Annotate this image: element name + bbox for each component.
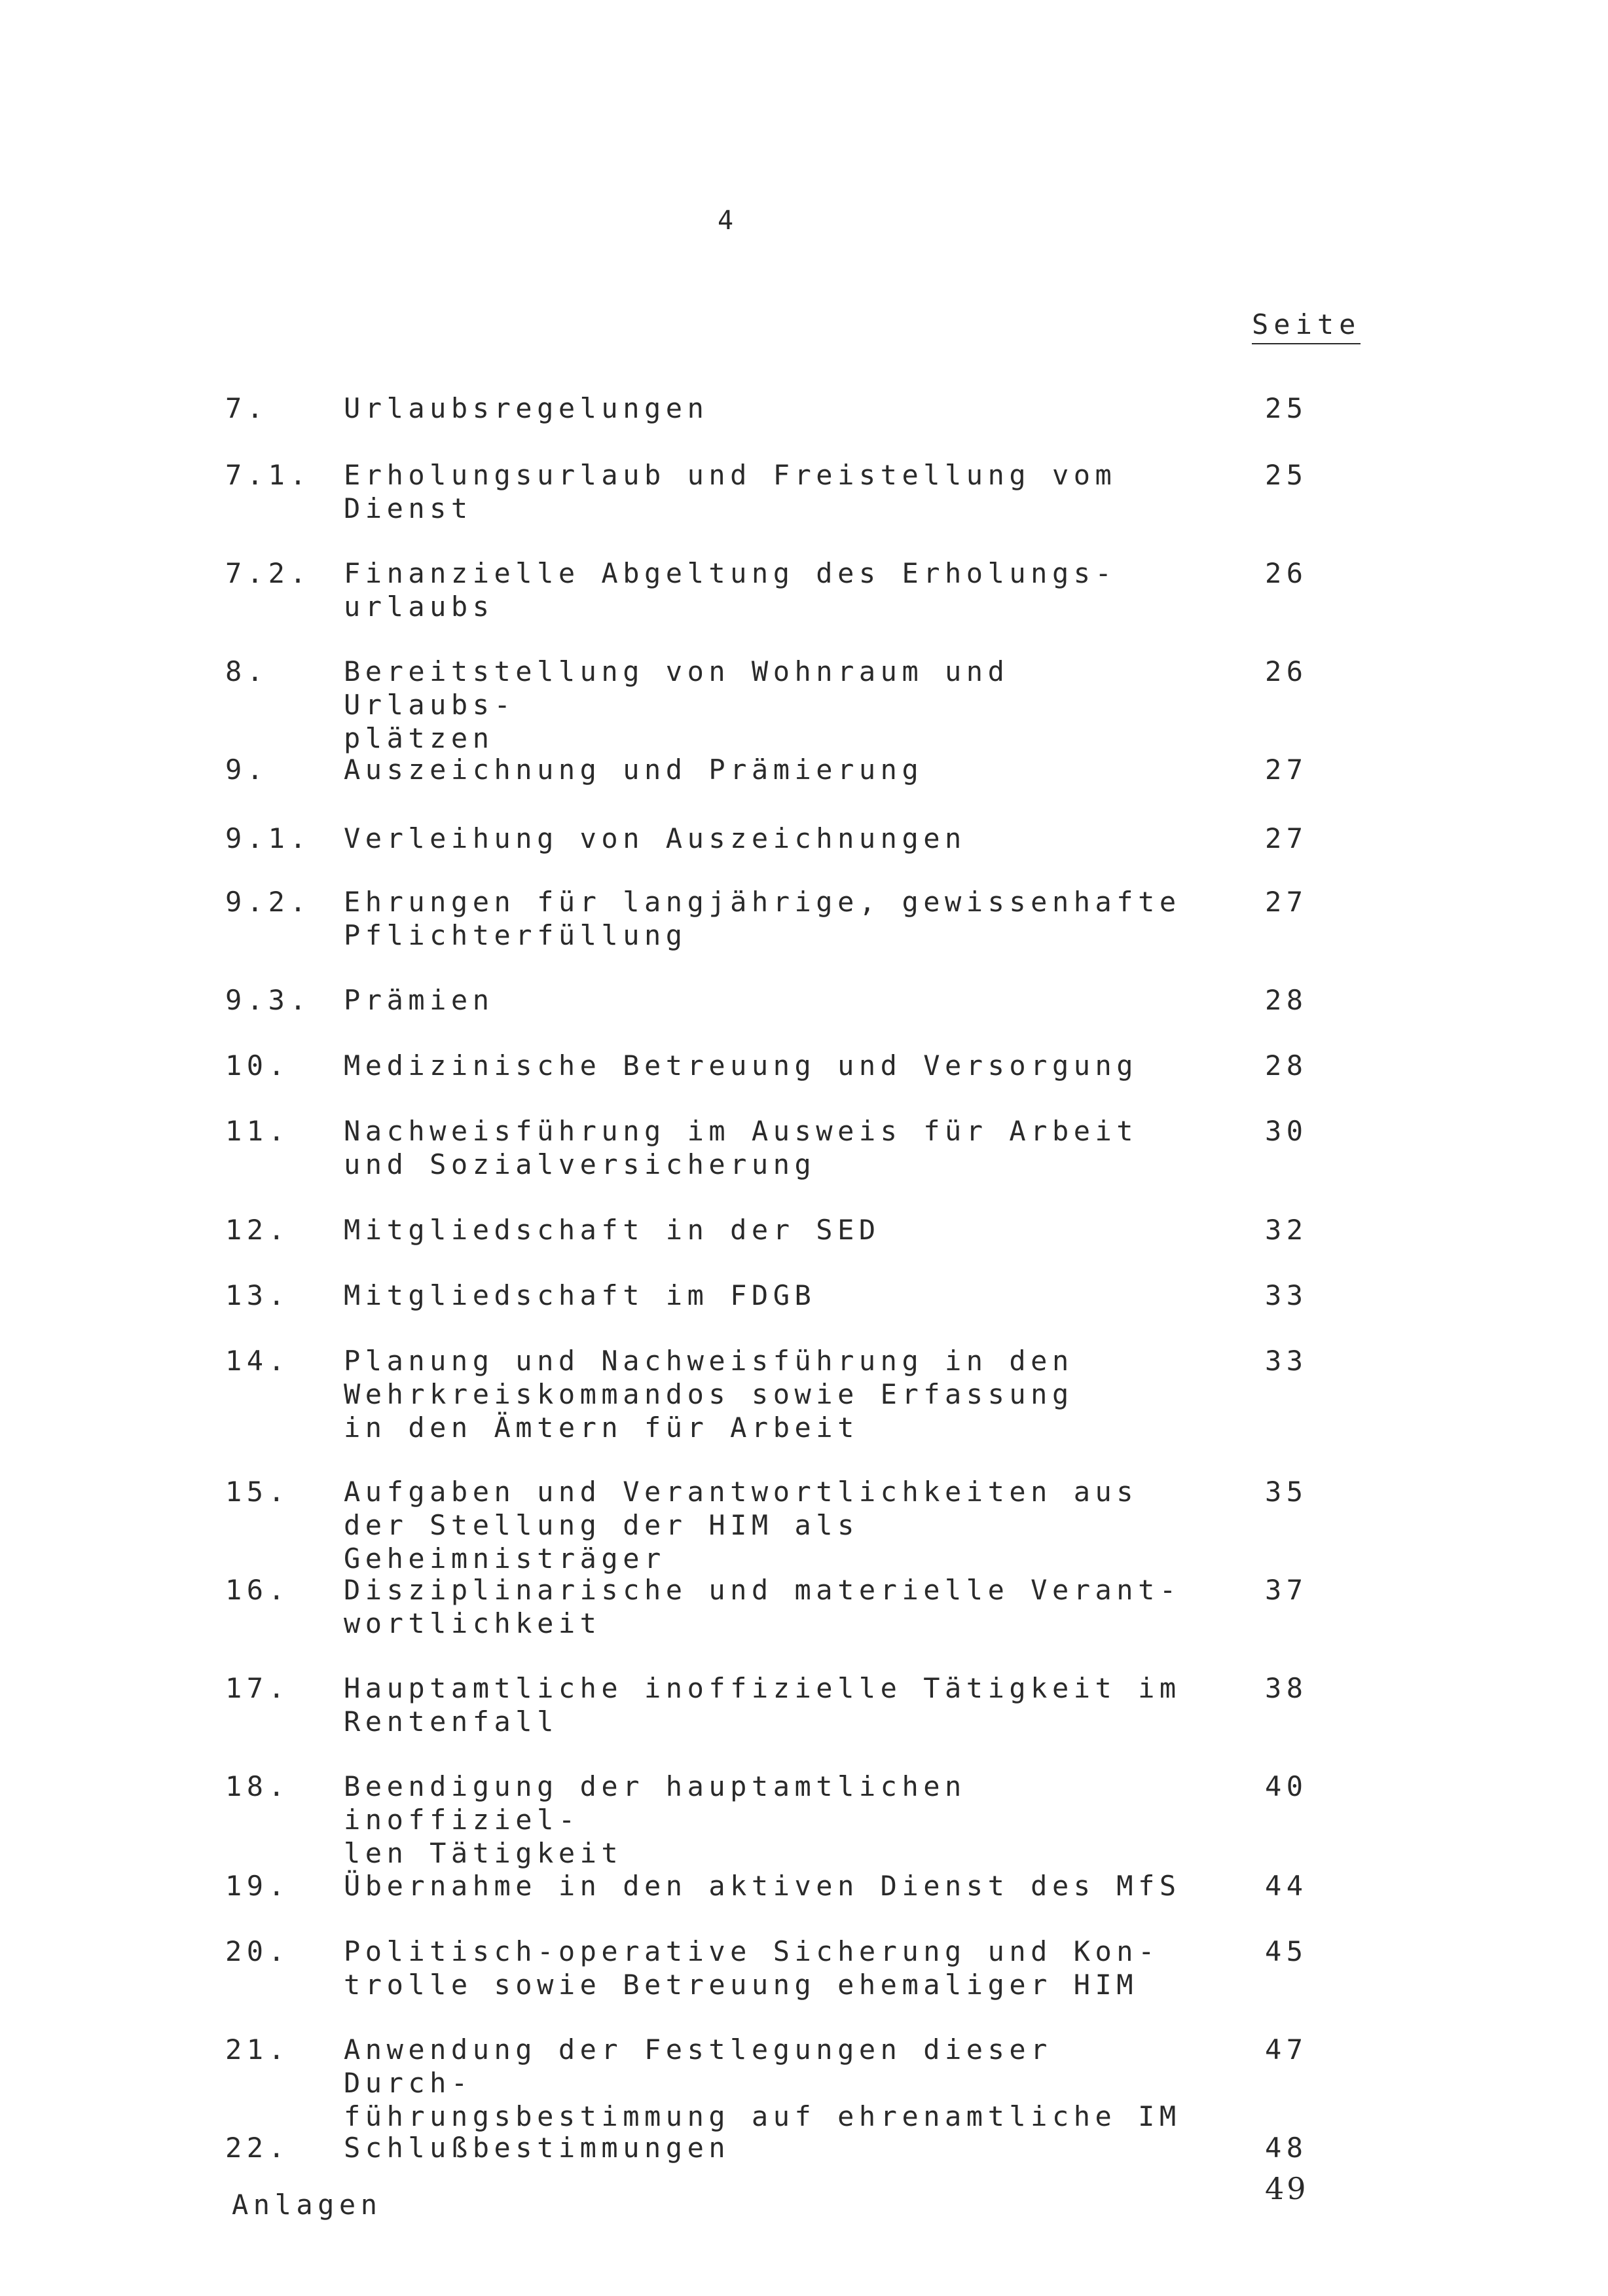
toc-entry-page: 28 [1265,984,1308,1016]
toc-entry-number: 10. [225,1049,290,1082]
toc-entry-page: 40 [1265,1770,1308,1802]
page-column-header: Seite [1252,308,1361,344]
toc-entry-number: 11. [225,1115,290,1147]
toc-entry-number: 16. [225,1574,290,1606]
toc-entry-page: 25 [1265,459,1308,491]
toc-entry-title: Beendigung der hauptamtlichen inoffiziel- len Tätigkeit [344,1770,966,1869]
toc-entry-page: 45 [1265,1935,1308,1967]
toc-entry-title: Urlaubsregelungen [344,392,709,424]
toc-entry-page: 30 [1265,1115,1308,1147]
toc-entry-title: Mitgliedschaft im FDGB [344,1279,816,1311]
toc-entry-page: 44 [1265,1870,1308,1902]
toc-entry-title: Disziplinarische und materielle Verant- wortlichkeit [344,1574,1181,1639]
toc-entry-number: 9.2. [225,886,312,918]
toc-entry-page: 37 [1265,1574,1308,1606]
toc-entry-page: 47 [1265,2033,1308,2066]
toc-entry-number: 8. [225,655,268,687]
toc-entry-page: 27 [1265,822,1308,854]
toc-entry-number: 22. [225,2132,290,2164]
toc-entry-title: Anwendung der Festlegungen dieser Durch- führungsbestimmung auf ehrenamtliche IM [344,2033,1181,2132]
toc-entry-title: Mitgliedschaft in der SED [344,1214,881,1246]
toc-entry-title: Prämien [344,984,494,1016]
toc-entry-page: 26 [1265,557,1308,589]
toc-entry-number: 9.1. [225,822,312,854]
toc-entry-number: 13. [225,1279,290,1311]
toc-entry-page: 25 [1265,392,1308,424]
toc-entry-page: 48 [1265,2132,1308,2164]
toc-entry-title: Planung und Nachweisführung in den Wehrkreiskommandos sowie Erfassung in den Ämtern für Arbeit [344,1345,1074,1444]
toc-entry-number: 7.2. [225,557,312,589]
toc-entry-page: 35 [1265,1476,1308,1508]
toc-entry-title: Verleihung von Auszeichnungen [344,822,966,854]
toc-entry-number: 20. [225,1935,290,1967]
toc-entry-page: 28 [1265,1049,1308,1082]
toc-entry-title: Übernahme in den aktiven Dienst des MfS [344,1870,1181,1902]
toc-entry-page: 32 [1265,1214,1308,1246]
toc-entry-page: 27 [1265,754,1308,786]
toc-entry-title: Erholungsurlaub und Freistellung vom Dienst [344,459,1117,524]
toc-entry-title: Bereitstellung von Wohnraum und Urlaubs- plätzen [344,655,1010,754]
toc-entry-title: Finanzielle Abgeltung des Erholungs- urlaubs [344,557,1117,623]
toc-entry-title: Ehrungen für langjährige, gewissenhafte Pflichterfüllung [344,886,1181,951]
toc-entry-title: Medizinische Betreuung und Versorgung [344,1049,1139,1082]
appendix-label: Anlagen [232,2189,382,2221]
toc-entry-title: Aufgaben und Verantwortlichkeiten aus der Stellung der HIM als Geheimnisträger [344,1476,1139,1575]
toc-entry-number: 21. [225,2033,290,2066]
toc-entry-page: 27 [1265,886,1308,918]
toc-entry-title: Schlußbestimmungen [344,2132,731,2164]
page-number: 4 [718,206,737,236]
toc-entry-title: Hauptamtliche inoffizielle Tätigkeit im Rentenfall [344,1672,1181,1738]
toc-entry-number: 19. [225,1870,290,1902]
toc-entry-number: 12. [225,1214,290,1246]
toc-entry-number: 9. [225,754,268,786]
toc-entry-number: 18. [225,1770,290,1802]
toc-entry-page: 33 [1265,1345,1308,1377]
toc-entry-title: Auszeichnung und Prämierung [344,754,924,786]
toc-entry-page: 33 [1265,1279,1308,1311]
toc-entry-number: 15. [225,1476,290,1508]
toc-entry-page: 26 [1265,655,1308,687]
appendix-page-handwritten: 49 [1265,2171,1309,2206]
toc-entry-number: 17. [225,1672,290,1704]
toc-entry-title: Nachweisführung im Ausweis für Arbeit und Sozialversicherung [344,1115,1139,1180]
toc-entry-number: 7. [225,392,268,424]
toc-entry-page: 38 [1265,1672,1308,1704]
toc-entry-number: 9.3. [225,984,312,1016]
toc-entry-number: 7.1. [225,459,312,491]
toc-entry-title: Politisch-operative Sicherung und Kon- trolle sowie Betreuung ehemaliger HIM [344,1935,1160,2001]
toc-entry-number: 14. [225,1345,290,1377]
